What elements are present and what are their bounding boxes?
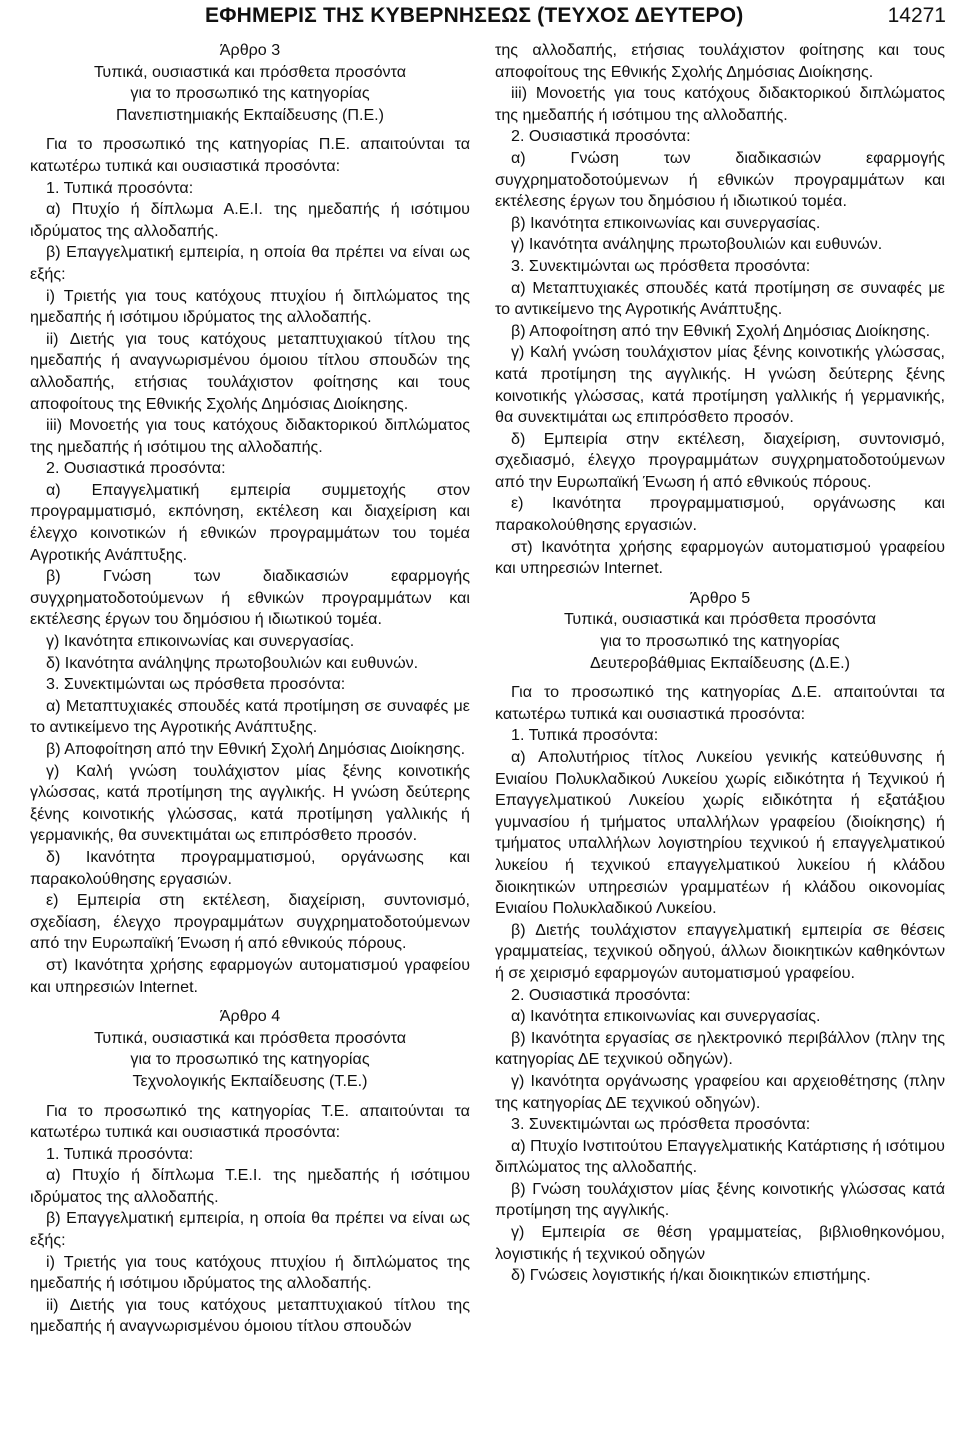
- paragraph: γ) Ικανότητα επικοινωνίας και συνεργασίας.: [46, 632, 355, 651]
- paragraph: δ) Ικανότητα προγραμματισμού, οργάνωσης και παρακολούθησης εργασιών.: [30, 847, 470, 888]
- paragraph: β) Αποφοίτηση από την Εθνική Σχολή Δημόσιας Διοίκησης.: [46, 740, 466, 758]
- paragraph: β) Γνώση τουλάχιστον μίας ξένης κοινοτικής γλώσσας κατά προτίμηση της αγγλικής.: [495, 1179, 945, 1220]
- paragraph: 1. Τυπικά προσόντα:: [46, 178, 194, 197]
- paragraph: iii) Μονοετής για τους κατόχους διδακτορικού διπλώματος της ημεδαπής ή ισότιμου της αλλοδαπής.: [30, 416, 470, 456]
- paragraph: α) Μεταπτυχιακές σπουδές κατά προτίμηση σε συναφές με το αντικείμενο της Αγροτικής Ανάπτυξης.: [495, 278, 945, 319]
- paragraph: α) Πτυχίο ή δίπλωμα Τ.Ε.Ι. της ημεδαπής ή ισότιμου ιδρύματος της αλλοδαπής.: [30, 1166, 470, 1206]
- paragraph: 1. Τυπικά προσόντα:: [511, 726, 659, 745]
- article-3: [30, 40, 470, 998]
- paragraph: α) Γνώση των διαδικασιών εφαρμογής συγχρηματοδοτούμενων ή εθνικών προγραμμάτων και εκτέλεσης έργων του δημόσιου ή ιδιωτικού τομέα.: [495, 148, 945, 211]
- article-title-line: για το προσωπικό της κατηγορίας: [130, 1050, 370, 1069]
- paragraph: δ) Ικανότητα ανάληψης πρωτοβουλιών και ευθυνών.: [46, 653, 419, 672]
- paragraph: β) Επαγγελματική εμπειρία, η οποία θα πρέπει να είναι ως εξής:: [30, 243, 470, 283]
- page-number: 14271: [887, 4, 946, 27]
- paragraph: α) Μεταπτυχιακές σπουδές κατά προτίμηση σε συναφές με το αντικείμενο της Αγροτικής Ανάπτυξης.: [30, 696, 470, 737]
- article-heading: Άρθρο 4: [219, 1007, 281, 1026]
- paragraph: α) Ικανότητα επικοινωνίας και συνεργασίας.: [511, 1007, 821, 1026]
- paragraph: ii) Διετής για τους κατόχους μεταπτυχιακού τίτλου της ημεδαπής ή αναγνωρισμένου όμοιου τίτλου σπουδών: [30, 1295, 470, 1336]
- paragraph: α) Επαγγελματική εμπειρία συμμετοχής στον προγραμματισμό, εκπόνηση, εκτέλεση και διαχείριση και έλεγχο κοινοτικών ή εθνικών προγραμμάτων του τομέα Αγροτικής Ανάπτυξης.: [30, 480, 470, 564]
- paragraph: i) Τριετής για τους κατόχους πτυχίου ή διπλώματος της ημεδαπής ή ισότιμου ιδρύματος της αλλοδαπής.: [30, 286, 470, 327]
- page-header: [0, 0, 960, 32]
- paragraph: γ) Εμπειρία σε θέση γραμματείας, βιβλιοθηκονόμου, λογιστικής ή τεχνικού οδηγών: [495, 1223, 945, 1263]
- article-title-line: για το προσωπικό της κατηγορίας: [130, 84, 370, 103]
- paragraph: 2. Ουσιαστικά προσόντα:: [511, 985, 691, 1004]
- right-column: [495, 40, 945, 1287]
- paragraph: α) Πτυχίο ή δίπλωμα Α.Ε.Ι. της ημεδαπής ή ισότιμου ιδρύματος της αλλοδαπής.: [30, 200, 470, 240]
- gazette-title: ΕΦΗΜΕΡΙΣ ΤΗΣ ΚΥΒΕΡΝΗΣΕΩΣ (ΤΕΥΧΟΣ ΔΕΥΤΕΡΟ): [205, 4, 744, 27]
- paragraph: β) Γνώση των διαδικασιών εφαρμογής συγχρηματοδοτούμενων ή εθνικών προγραμμάτων και εκτέλεσης έργων του δημόσιου ή ιδιωτικού τομέα.: [30, 567, 470, 629]
- article-title-line: για το προσωπικό της κατηγορίας: [600, 632, 840, 651]
- paragraph: 2. Ουσιαστικά προσόντα:: [511, 127, 691, 146]
- paragraph: Για το προσωπικό της κατηγορίας Δ.Ε. απαιτούνται τα κατωτέρω τυπικά και ουσιαστικά προσόντα:: [495, 683, 945, 723]
- article-4: [30, 1006, 470, 1338]
- paragraph: 3. Συνεκτιμώνται ως πρόσθετα προσόντα:: [511, 256, 811, 275]
- paragraph: γ) Ικανότητα ανάληψης πρωτοβουλιών και ευθυνών.: [511, 235, 883, 254]
- paragraph: γ) Ικανότητα οργάνωσης γραφείου και αρχειοθέτησης (πλην της κατηγορίας ΔΕ τεχνικού οδηγών).: [495, 1071, 945, 1112]
- paragraph: ε) Εμπειρία στη εκτέλεση, διαχείριση, συντονισμό, σχεδίαση, έλεγχο προγραμμάτων συγχρηματοδοτούμενων από την Ευρωπαϊκή Ένωση ή από εθνικούς πόρους.: [30, 891, 470, 953]
- left-column: [30, 40, 470, 1338]
- paragraph: α) Πτυχίο Ινστιτούτου Επαγγελματικής Κατάρτισης ή ισότιμου διπλώματος της αλλοδαπής.: [495, 1136, 945, 1177]
- paragraph: Για το προσωπικό της κατηγορίας Π.Ε. απαιτούνται τα κατωτέρω τυπικά και ουσιαστικά προσόντα:: [30, 135, 470, 175]
- article-title-line: Πανεπιστημιακής Εκπαίδευσης (Π.Ε.): [115, 105, 385, 124]
- article-title-line: Τυπικά, ουσιαστικά και πρόσθετα προσόντα: [93, 1028, 407, 1047]
- article-title-line: Τεχνολογικής Εκπαίδευσης (Τ.Ε.): [132, 1071, 368, 1090]
- paragraph: στ) Ικανότητα χρήσης εφαρμογών αυτοματισμού γραφείου και υπηρεσιών Internet.: [495, 537, 945, 578]
- paragraph: δ) Γνώσεις λογιστικής ή/και διοικητικών επιστήμης.: [511, 1266, 871, 1285]
- paragraph: Για το προσωπικό της κατηγορίας Τ.Ε. απαιτούνται τα κατωτέρω τυπικά και ουσιαστικά προσόντα:: [30, 1101, 470, 1142]
- paragraph: ii) Διετής για τους κατόχους μεταπτυχιακού τίτλου της ημεδαπής ή αναγνωρισμένου όμοιου τίτλου σπουδών της αλλοδαπής, ετήσιας τουλάχιστον φοίτησης και τους αποφοίτους της Εθνικής Σχολής Δημόσιας Διοίκησης.: [30, 329, 470, 413]
- paragraph: 3. Συνεκτιμώνται ως πρόσθετα προσόντα:: [511, 1115, 811, 1134]
- article-heading: Άρθρο 5: [689, 588, 751, 607]
- paragraph: β) Ικανότητα επικοινωνίας και συνεργασίας.: [511, 213, 821, 232]
- article-heading: Άρθρο 3: [219, 41, 281, 59]
- paragraph: στ) Ικανότητα χρήσης εφαρμογών αυτοματισμού γραφείου και υπηρεσιών Internet.: [30, 955, 470, 996]
- paragraph: β) Ικανότητα εργασίας σε ηλεκτρονικό περιβάλλον (πλην της κατηγορίας ΔΕ τεχνικού οδηγών).: [495, 1028, 945, 1069]
- article-title-line: Τυπικά, ουσιαστικά και πρόσθετα προσόντα: [93, 62, 407, 81]
- paragraph: i) Τριετής για τους κατόχους πτυχίου ή διπλώματος της ημεδαπής ή ισότιμου ιδρύματος της αλλοδαπής.: [30, 1252, 470, 1293]
- paragraph: γ) Καλή γνώση τουλάχιστον μίας ξένης κοινοτικής γλώσσας, κατά προτίμηση της αγγλικής. Η γνώση δεύτερης ξένης κοινοτικής γλώσσας, κατά προτίμηση γαλλικής ή γερμανικής, θα συνεκτιμάται ως επιπρόσθετο προσόν.: [495, 343, 945, 427]
- article-title-line: Δευτεροβάθμιας Εκπαίδευσης (Δ.Ε.): [590, 653, 850, 672]
- paragraph: γ) Καλή γνώση τουλάχιστον μίας ξένης κοινοτικής γλώσσας, κατά προτίμηση της αγγλικής. Η γνώση δεύτερης ξένης κοινοτικής γλώσσας, κατά προτίμηση γαλλικής ή γερμανικής, θα συνεκτιμάται ως επιπρόσθετο προσόν.: [30, 761, 470, 845]
- paragraph: 1. Τυπικά προσόντα:: [46, 1144, 194, 1163]
- paragraph: β) Αποφοίτηση από την Εθνική Σχολή Δημόσιας Διοίκησης.: [511, 321, 931, 340]
- article-4-continued: [495, 40, 945, 580]
- paragraph: iii) Μονοετής για τους κατόχους διδακτορικού διπλώματος της ημεδαπής ή ισότιμου της αλλοδαπής.: [495, 84, 945, 124]
- paragraph: 2. Ουσιαστικά προσόντα:: [46, 459, 226, 478]
- paragraph: ε) Ικανότητα προγραμματισμού, οργάνωσης και παρακολούθησης εργασιών.: [495, 494, 945, 535]
- paragraph: β) Διετής τουλάχιστον επαγγελματική εμπειρία σε θέσεις γραμματείας, τεχνικού οδηγού, άλλων διοικητικών καθηκόντων ή σε χειρισμό εφαρμογών αυτοματισμού γραφείου.: [495, 920, 945, 982]
- paragraph: 3. Συνεκτιμώνται ως πρόσθετα προσόντα:: [46, 675, 346, 694]
- article-title-line: Τυπικά, ουσιαστικά και πρόσθετα προσόντα: [563, 610, 877, 629]
- paragraph: α) Απολυτήριος τίτλος Λυκείου γενικής κατεύθυνσης ή Ενιαίου Πολυκλαδικού Λυκείου χωρίς ειδικότητα ή Τεχνικού ή Επαγγελματικού Λυκείου χωρίς ειδικότητα ή εξατάξιου γυμνασίου ή τμήματος υπαλλήλων γραφείου (διοίκησης) ή τμήματος υπαλλήλων λογιστηρίου τεχνικού ή επαγγελματικού λυκείου ή τεχνικού επαγγελματικού λυκείου ή κλάδου διοικητικών υπηρεσιών γραμματέων ή κλάδου οικονομίας Ενιαίου Πολυκλαδικού Λυκείου.: [495, 748, 945, 918]
- article-5: [495, 588, 945, 1287]
- paragraph: της αλλοδαπής, ετήσιας τουλάχιστον φοίτησης και τους αποφοίτους της Εθνικής Σχολής Δημόσιας Διοίκησης.: [495, 41, 945, 81]
- paragraph: β) Επαγγελματική εμπειρία, η οποία θα πρέπει να είναι ως εξής:: [30, 1209, 470, 1250]
- paragraph: δ) Εμπειρία στην εκτέλεση, διαχείριση, συντονισμό, σχεδιασμό, έλεγχο προγραμμάτων συγχρηματοδοτούμενων από την Ευρωπαϊκή Ένωση ή από εθνικούς πόρους.: [495, 429, 945, 491]
